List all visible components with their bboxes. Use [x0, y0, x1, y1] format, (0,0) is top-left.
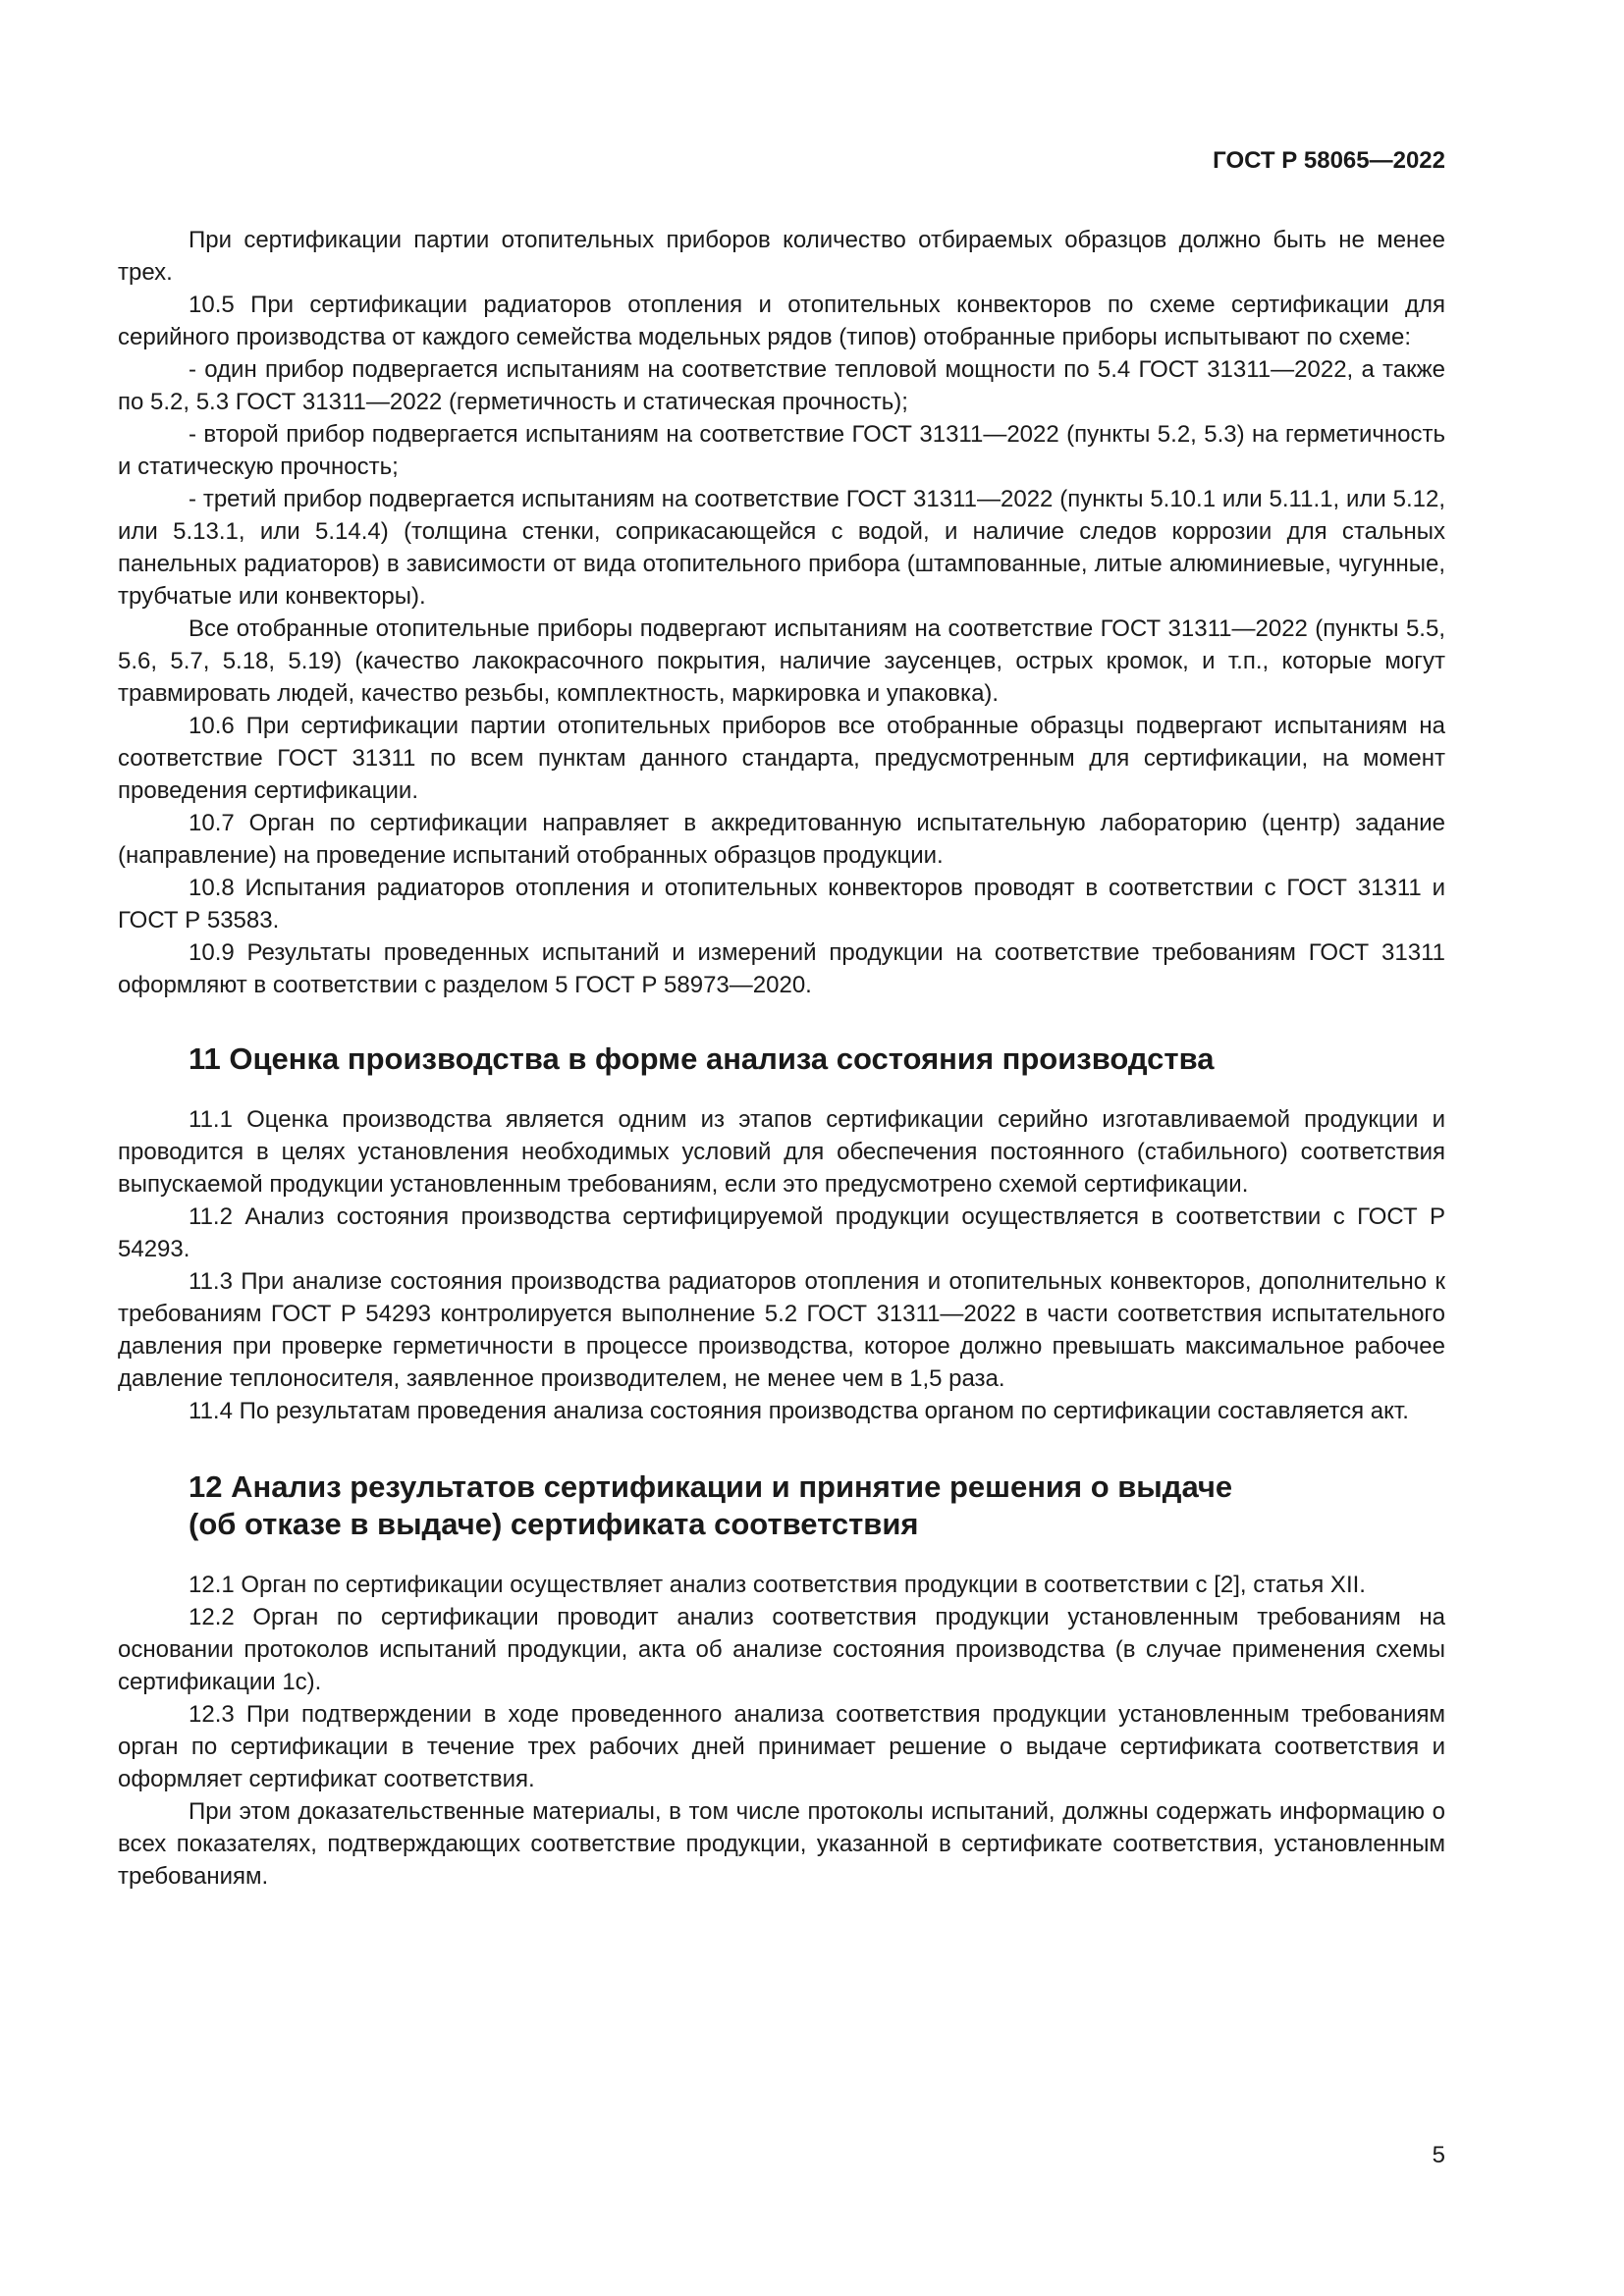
section-heading-12-line2: (об отказе в выдаче) сертификата соответствия [189, 1507, 919, 1541]
paragraph: 11.3 При анализе состояния производства радиаторов отопления и отопительных конвекторов, дополнительно к требованиям ГОСТ Р 54293 контролируется выполнение 5.2 ГОСТ 31311—2022 в части соответствия испытательного давления при проверке герметичности в процессе производства, которое должно превышать максимальное рабочее давление теплоносителя, заявленное производителем, не менее чем в 1,5 раза. [118, 1268, 1445, 1392]
paragraph: 10.6 При сертификации партии отопительных приборов все отобранные образцы подвергают испытаниям на соответствие ГОСТ 31311 по всем пунктам данного стандарта, предусмотренным для сертификации, на момент проведения сертификации. [118, 713, 1445, 804]
paragraph: 10.5 При сертификации радиаторов отопления и отопительных конвекторов по схеме сертификации для серийного производства от каждого семейства модельных рядов (типов) отобранные приборы испытывают по схеме: [118, 292, 1445, 350]
paragraph: 12.1 Орган по сертификации осуществляет анализ соответствия продукции в соответствии с [2], статья XII. [189, 1572, 1366, 1598]
paragraph: - второй прибор подвергается испытаниям на соответствие ГОСТ 31311—2022 (пункты 5.2, 5.3) на герметичность и статическую прочность; [118, 421, 1445, 480]
paragraph: 11.2 Анализ состояния производства сертифицируемой продукции осуществляется в соответствии с ГОСТ Р 54293. [118, 1203, 1445, 1262]
paragraph: 10.9 Результаты проведенных испытаний и измерений продукции на соответствие требованиям ГОСТ 31311 оформляют в соответствии с разделом 5 ГОСТ Р 58973—2020. [118, 939, 1445, 998]
paragraph: 12.2 Орган по сертификации проводит анализ соответствия продукции установленным требованиям на основании протоколов испытаний продукции, акта об анализе состояния производства (в случае применения схемы сертификации 1с). [118, 1604, 1445, 1695]
section-heading-11: 11 Оценка производства в форме анализа состояния производства [189, 1041, 1215, 1076]
paragraph: 10.7 Орган по сертификации направляет в аккредитованную испытательную лабораторию (центр) задание (направление) на проведение испытаний отобранных образцов продукции. [118, 810, 1445, 869]
paragraph: - один прибор подвергается испытаниям на соответствие тепловой мощности по 5.4 ГОСТ 31311—2022, а также по 5.2, 5.3 ГОСТ 31311—2022 (герметичность и статическая прочность); [118, 356, 1445, 415]
paragraph: При этом доказательственные материалы, в том числе протоколы испытаний, должны содержать информацию о всех показателях, подтверждающих соответствие продукции, указанной в сертификате соответствия, установленным требованиям. [118, 1798, 1445, 1890]
paragraph: При сертификации партии отопительных приборов количество отбираемых образцов должно быть не менее трех. [118, 227, 1445, 286]
paragraph: Все отобранные отопительные приборы подвергают испытаниям на соответствие ГОСТ 31311—2022 (пункты 5.5, 5.6, 5.7, 5.18, 5.19) (качество лакокрасочного покрытия, наличие заусенцев, острых кромок, и т.п., которые могут травмировать людей, качество резьбы, комплектность, маркировка и упаковка). [118, 615, 1445, 707]
paragraph: 10.8 Испытания радиаторов отопления и отопительных конвекторов проводят в соответствии с ГОСТ 31311 и ГОСТ Р 53583. [118, 875, 1445, 934]
document-header: ГОСТ Р 58065—2022 [1213, 147, 1445, 174]
page-number: 5 [1432, 2142, 1445, 2168]
paragraph: 11.4 По результатам проведения анализа состояния производства органом по сертификации составляется акт. [189, 1398, 1409, 1424]
paragraph: - третий прибор подвергается испытаниям на соответствие ГОСТ 31311—2022 (пункты 5.10.1 или 5.11.1, или 5.12, или 5.13.1, или 5.14.4) (толщина стенки, соприкасающейся с водой, и наличие следов коррозии для стальных панельных радиаторов) в зависимости от вида отопительного прибора (штампованные, литые алюминиевые, чугунные, трубчатые или конвекторы). [118, 486, 1445, 610]
document-page [118, 0, 1445, 2296]
paragraph: 12.3 При подтверждении в ходе проведенного анализа соответствия продукции установленным требованиям орган по сертификации в течение трех рабочих дней принимает решение о выдаче сертификата соответствия и оформляет сертификат соответствия. [118, 1701, 1445, 1792]
document-body [118, 224, 1445, 1893]
paragraph: 11.1 Оценка производства является одним из этапов сертификации серийно изготавливаемой продукции и проводится в целях установления необходимых условий для обеспечения постоянного (стабильного) соответствия выпускаемой продукции установленным требованиям, если это предусмотрено схемой сертификации. [118, 1106, 1445, 1198]
section-heading-12-line1: 12 Анализ результатов сертификации и принятие решения о выдаче [189, 1469, 1233, 1504]
section-heading-12 [118, 1468, 1445, 1543]
